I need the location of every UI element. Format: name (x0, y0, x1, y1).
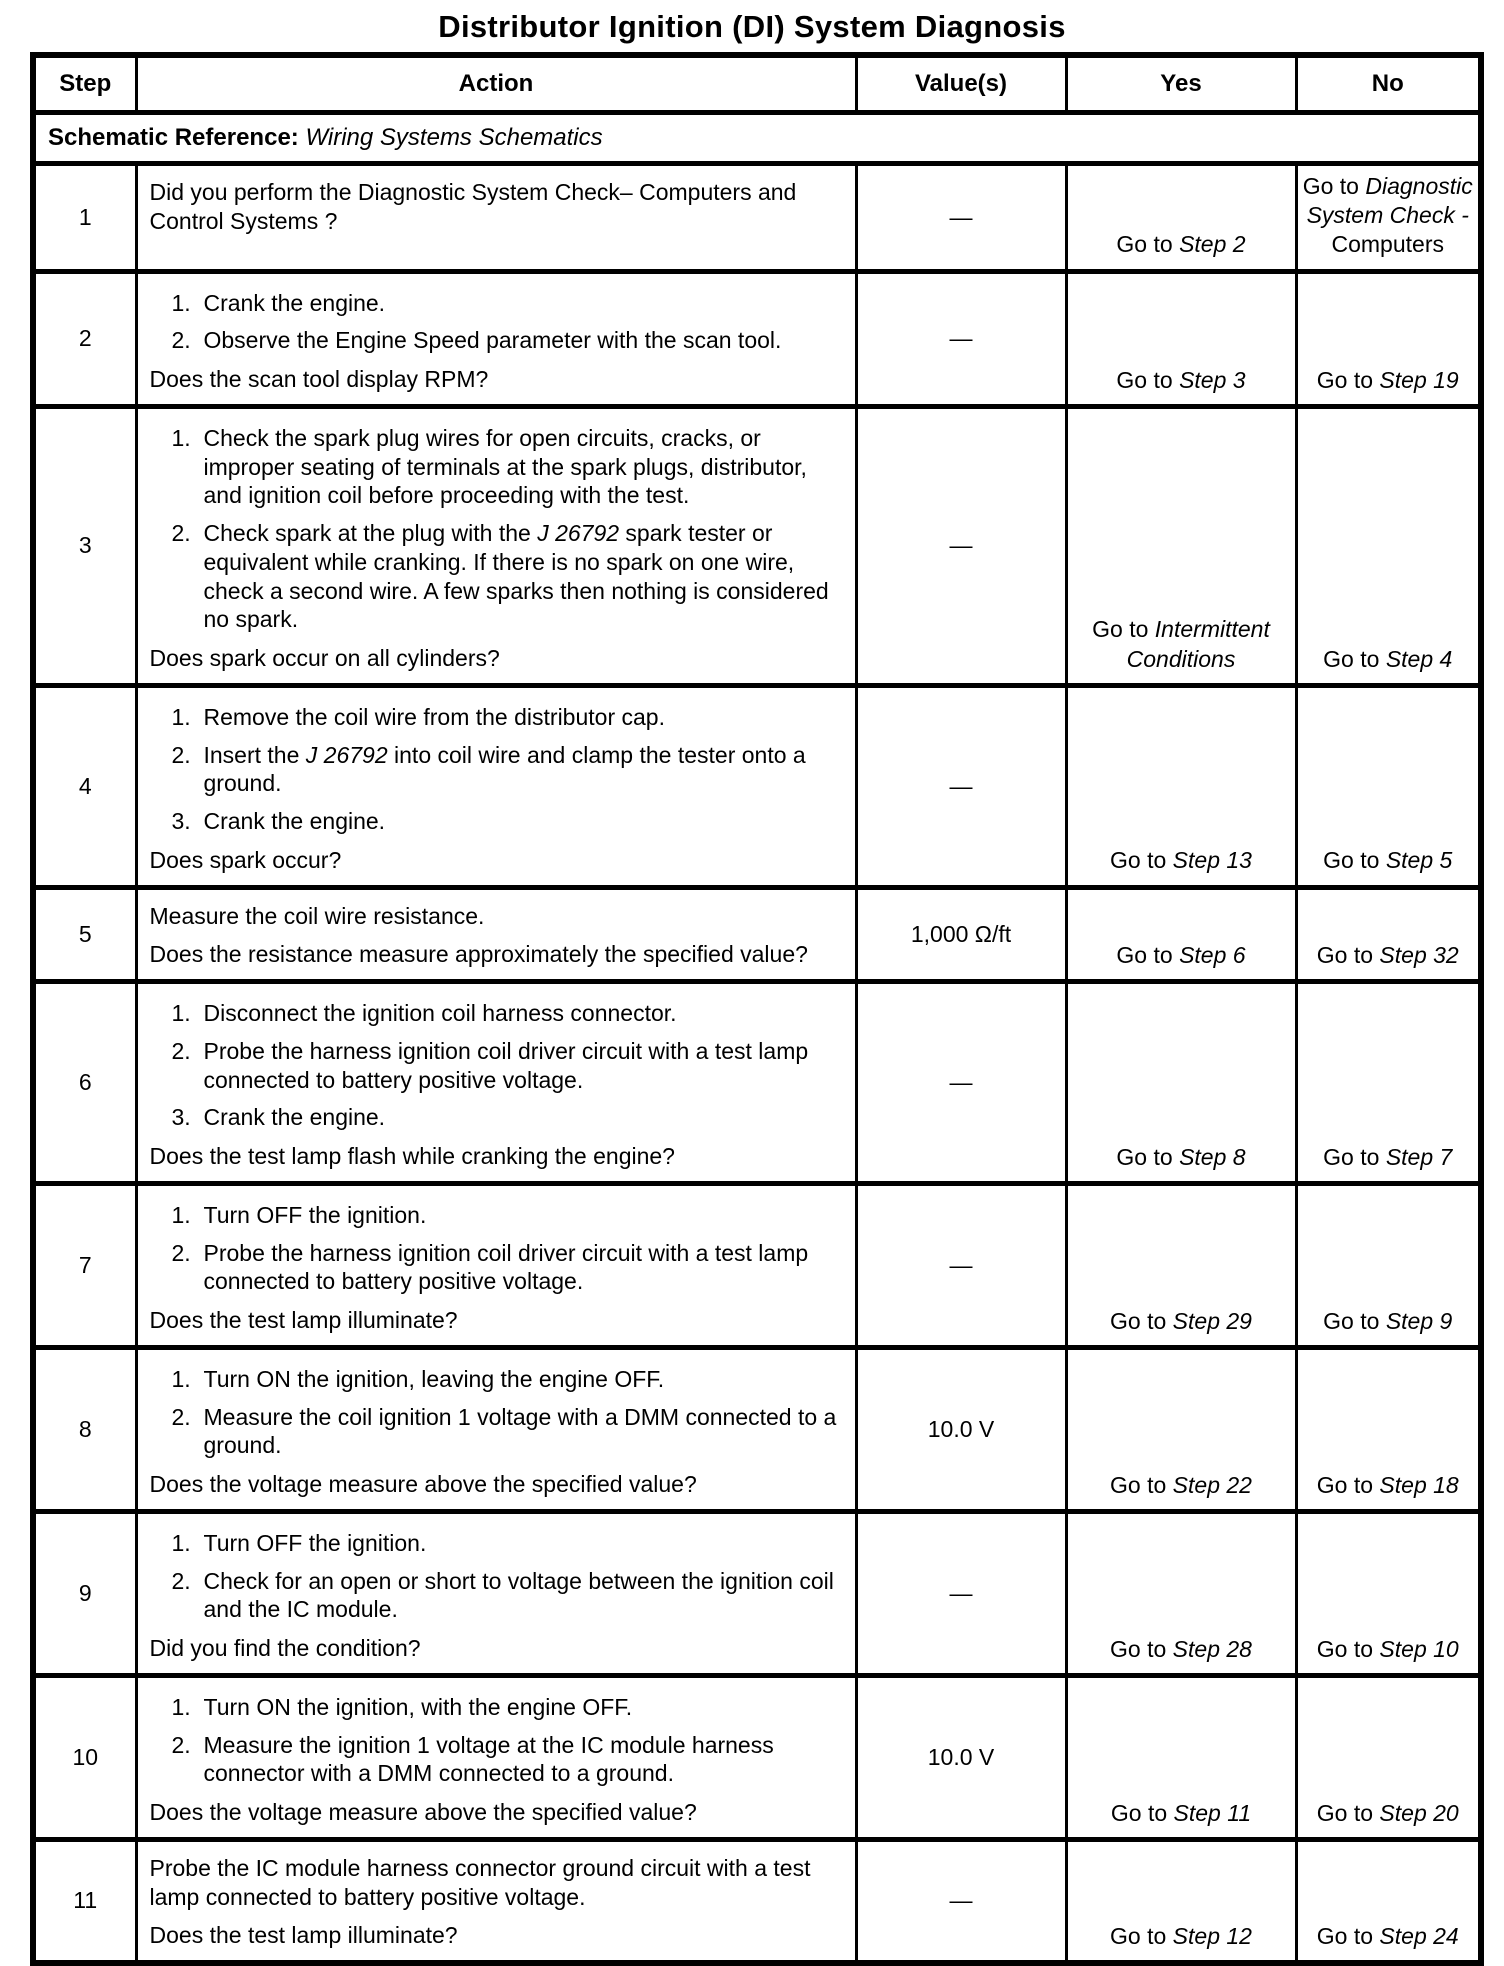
no-cell: Go to Diagnostic System Check - Computers (1296, 164, 1481, 272)
no-cell: Go to Step 5 (1296, 685, 1481, 887)
step-cell: 4 (33, 685, 136, 887)
table-row (33, 1183, 1481, 1347)
item-number: 2. (171, 327, 191, 354)
table-row (33, 164, 1481, 272)
table-row (33, 1511, 1481, 1675)
item-text: Remove the coil wire from the distributor cap. (203, 703, 665, 730)
table-row (33, 1675, 1481, 1839)
step-cell: 1 (33, 164, 136, 272)
item-number: 1. (171, 1529, 191, 1556)
value-cell: — (856, 1839, 1066, 1963)
yes-cell: Go to Step 12 (1066, 1839, 1296, 1963)
item-text: Probe the harness ignition coil driver circuit with a test lamp connected to battery positive voltage. (203, 1037, 809, 1093)
action-question: Does spark occur on all cylinders? (149, 645, 500, 672)
action-question: Does the voltage measure above the specified value? (149, 1471, 697, 1498)
item-number: 2. (171, 1037, 191, 1064)
step-cell: 7 (33, 1183, 136, 1347)
action-question: Did you find the condition? (149, 1635, 421, 1662)
yes-cell: Go to Step 22 (1066, 1347, 1296, 1511)
table-row (33, 1347, 1481, 1511)
action-cell (136, 1183, 856, 1347)
action-item (172, 519, 845, 634)
schematic-reference-value: Wiring Systems Schematics (305, 124, 603, 151)
table-header-row (33, 55, 1481, 113)
item-number: 2. (171, 1239, 191, 1266)
action-plain: Did you perform the Diagnostic System Check– Computers and Control Systems ? (149, 179, 797, 234)
action-item (172, 1201, 845, 1230)
header-yes: Yes (1066, 55, 1296, 113)
action-question: Does the scan tool display RPM? (149, 366, 489, 393)
diagnosis-table (30, 52, 1484, 1966)
step-cell: 3 (33, 406, 136, 685)
item-text: Insert the J 26792 into coil wire and clamp the tester onto a ground. (203, 741, 806, 797)
table-row (33, 406, 1481, 685)
yes-cell: Go to Step 8 (1066, 982, 1296, 1184)
no-cell: Go to Step 19 (1296, 271, 1481, 406)
action-question: Does the resistance measure approximately the specified value? (149, 941, 808, 968)
yes-cell: Go to Step 13 (1066, 685, 1296, 887)
action-item (172, 703, 845, 732)
action-cell (136, 271, 856, 406)
item-text: Check for an open or short to voltage between the ignition coil and the IC module. (203, 1567, 834, 1623)
header-values: Value(s) (856, 55, 1066, 113)
no-cell: Go to Step 20 (1296, 1675, 1481, 1839)
item-number: 2. (171, 1731, 191, 1758)
value-cell: — (856, 164, 1066, 272)
no-cell: Go to Step 7 (1296, 982, 1481, 1184)
item-text: Crank the engine. (203, 1104, 386, 1131)
table-body (33, 164, 1481, 1964)
step-cell: 10 (33, 1675, 136, 1839)
no-cell: Go to Step 9 (1296, 1183, 1481, 1347)
action-item (172, 289, 845, 318)
item-text: Check the spark plug wires for open circuits, cracks, or improper seating of terminals at the spark plugs, distributor, and ignition coil before proceeding with the test. (203, 424, 807, 509)
action-cell (136, 1347, 856, 1511)
action-plain: Probe the IC module harness connector ground circuit with a test lamp connected to battery positive voltage. (149, 1854, 811, 1910)
action-plain: Measure the coil wire resistance. (149, 902, 485, 929)
item-text: Crank the engine. (203, 289, 386, 316)
no-cell: Go to Step 24 (1296, 1839, 1481, 1963)
item-number: 1. (171, 424, 191, 451)
step-cell: 11 (33, 1839, 136, 1963)
action-item (172, 1103, 845, 1132)
item-number: 1. (171, 1000, 191, 1027)
header-action: Action (136, 55, 856, 113)
step-cell: 6 (33, 982, 136, 1184)
action-item (172, 999, 845, 1028)
value-cell: 10.0 V (856, 1675, 1066, 1839)
item-number: 3. (171, 1104, 191, 1131)
schematic-reference-label: Schematic Reference: (48, 124, 299, 151)
action-cell (136, 887, 856, 982)
table-row (33, 271, 1481, 406)
item-text: Turn OFF the ignition. (203, 1529, 427, 1556)
yes-cell: Go to Step 2 (1066, 164, 1296, 272)
yes-cell: Go to Step 11 (1066, 1675, 1296, 1839)
action-cell (136, 164, 856, 272)
action-item (172, 1693, 845, 1722)
action-cell (136, 1675, 856, 1839)
table-row (33, 685, 1481, 887)
item-number: 2. (171, 1403, 191, 1430)
action-item (172, 1037, 845, 1095)
value-cell: — (856, 1511, 1066, 1675)
action-cell (136, 982, 856, 1184)
item-number: 1. (171, 1365, 191, 1392)
item-text: Turn ON the ignition, leaving the engine OFF. (203, 1365, 665, 1392)
item-text: Disconnect the ignition coil harness connector. (203, 1000, 677, 1027)
yes-cell: Go to Step 28 (1066, 1511, 1296, 1675)
action-cell (136, 685, 856, 887)
item-number: 2. (171, 520, 191, 547)
value-cell: — (856, 1183, 1066, 1347)
item-number: 1. (171, 1693, 191, 1720)
action-question: Does spark occur? (149, 846, 342, 873)
action-cell (136, 406, 856, 685)
item-number: 1. (171, 1201, 191, 1228)
table-row (33, 887, 1481, 982)
step-cell: 2 (33, 271, 136, 406)
no-cell: Go to Step 32 (1296, 887, 1481, 982)
step-cell: 5 (33, 887, 136, 982)
value-cell: 1,000 Ω/ft (856, 887, 1066, 982)
item-number: 2. (171, 741, 191, 768)
action-item (172, 1529, 845, 1558)
page-title: Distributor Ignition (DI) System Diagnosis (438, 9, 1066, 44)
action-item (172, 326, 845, 355)
no-cell: Go to Step 18 (1296, 1347, 1481, 1511)
item-text: Turn ON the ignition, with the engine OFF. (203, 1693, 633, 1720)
no-cell: Go to Step 10 (1296, 1511, 1481, 1675)
item-text: Probe the harness ignition coil driver circuit with a test lamp connected to battery positive voltage. (203, 1239, 809, 1295)
action-item (172, 1403, 845, 1461)
item-text: Turn OFF the ignition. (203, 1201, 427, 1228)
item-number: 3. (171, 808, 191, 835)
action-cell (136, 1511, 856, 1675)
table-row (33, 1839, 1481, 1963)
value-cell: — (856, 271, 1066, 406)
item-text: Check spark at the plug with the J 26792 spark tester or equivalent while cranking. If there is no spark on one wire, check a second wire. A few sparks then nothing is considered no spark. (203, 520, 829, 633)
item-text: Observe the Engine Speed parameter with the scan tool. (203, 327, 782, 354)
yes-cell: Go to Step 29 (1066, 1183, 1296, 1347)
item-text: Measure the coil ignition 1 voltage with a DMM connected to a ground. (203, 1403, 837, 1459)
action-question: Does the test lamp illuminate? (149, 1922, 458, 1949)
action-item (172, 1239, 845, 1297)
action-question: Does the voltage measure above the specified value? (149, 1799, 697, 1826)
no-cell: Go to Step 4 (1296, 406, 1481, 685)
action-item (172, 1567, 845, 1625)
item-number: 2. (171, 1567, 191, 1594)
step-cell: 9 (33, 1511, 136, 1675)
action-item (172, 1731, 845, 1789)
table-row (33, 982, 1481, 1184)
action-item (172, 807, 845, 836)
item-text: Crank the engine. (203, 808, 386, 835)
value-cell: 10.0 V (856, 1347, 1066, 1511)
value-cell: — (856, 685, 1066, 887)
yes-cell: Go to Step 6 (1066, 887, 1296, 982)
step-cell: 8 (33, 1347, 136, 1511)
value-cell: — (856, 982, 1066, 1184)
header-step: Step (33, 55, 136, 113)
item-number: 1. (171, 703, 191, 730)
yes-cell: Go to Step 3 (1066, 271, 1296, 406)
action-cell (136, 1839, 856, 1963)
schematic-reference-cell (33, 113, 1481, 164)
schematic-reference-row (33, 113, 1481, 164)
header-no: No (1296, 55, 1481, 113)
action-question: Does the test lamp illuminate? (149, 1307, 458, 1334)
yes-cell: Go to Intermittent Conditions (1066, 406, 1296, 685)
value-cell: — (856, 406, 1066, 685)
item-text: Measure the ignition 1 voltage at the IC module harness connector with a DMM connected to a ground. (203, 1731, 774, 1787)
action-item (172, 424, 845, 510)
action-question: Does the test lamp flash while cranking the engine? (149, 1143, 675, 1170)
action-item (172, 741, 845, 799)
item-number: 1. (171, 289, 191, 316)
action-item (172, 1365, 845, 1394)
